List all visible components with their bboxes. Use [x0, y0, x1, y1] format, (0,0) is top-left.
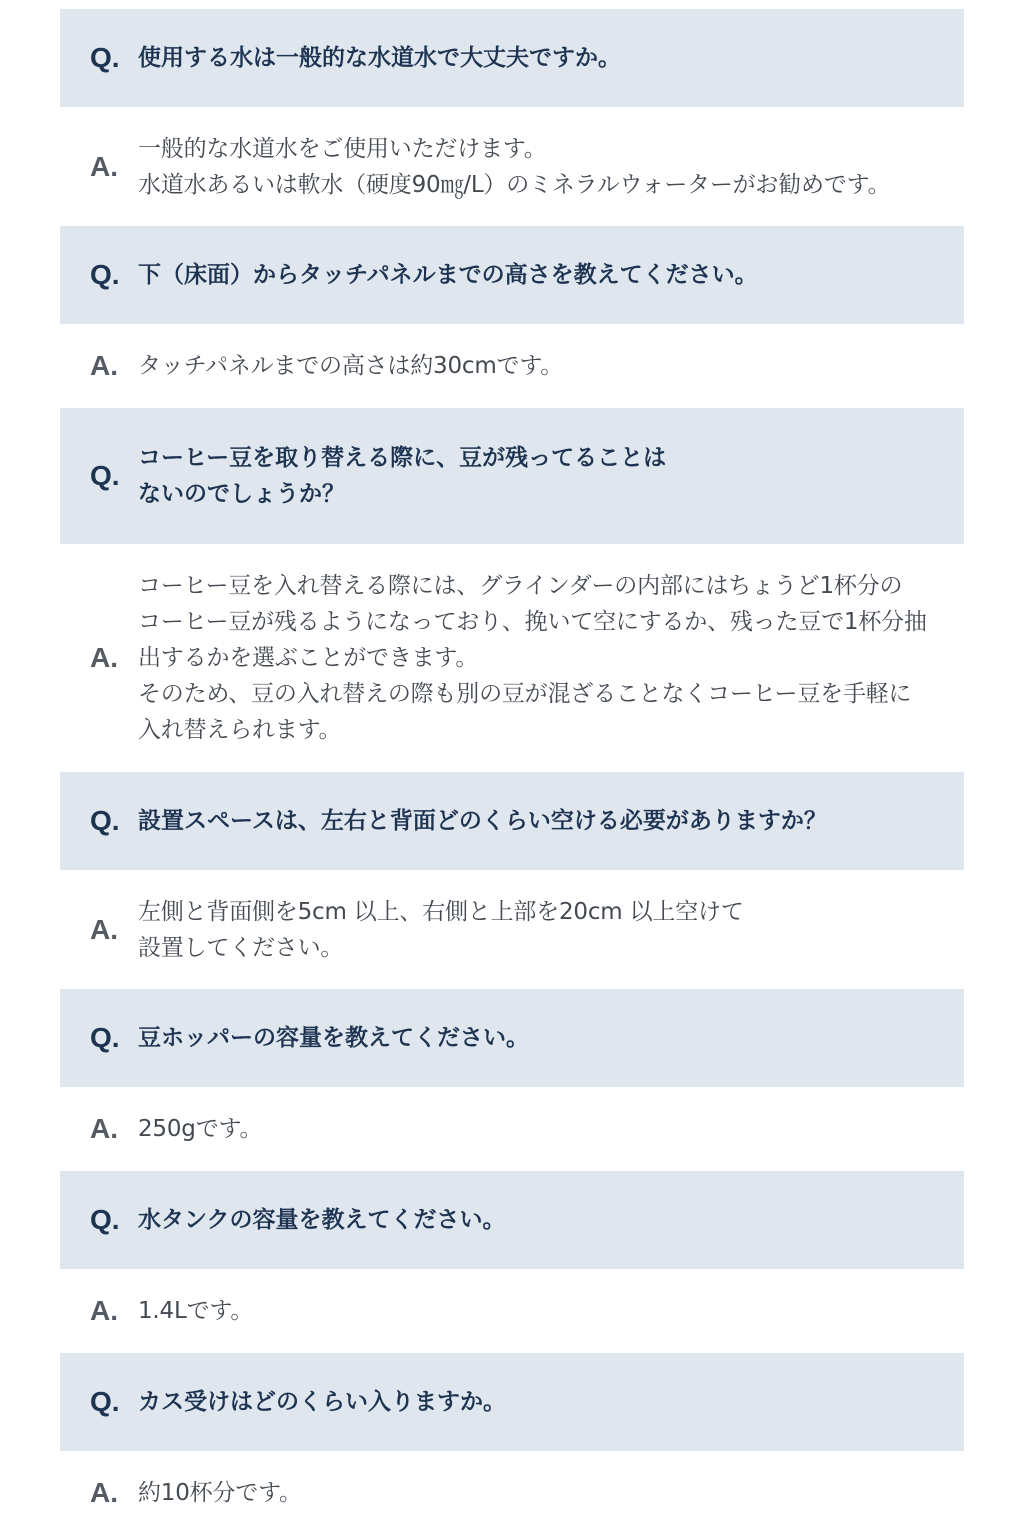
- faq-answer-row: [60, 1087, 964, 1171]
- answer-marker: A.: [90, 350, 118, 381]
- faq-question-row: [60, 772, 964, 870]
- question-marker: Q.: [90, 1022, 120, 1053]
- question-text: 水タンクの容量を教えてください。: [138, 1207, 506, 1233]
- question-text: コーヒー豆を取り替える際に、豆が残ってることは ないのでしょうか？: [138, 445, 667, 507]
- answer-text: コーヒー豆を入れ替える際には、グラインダーの内部にはちょうど1杯分の コーヒー豆が残るようになっており、挽いて空にするか、残った豆で1杯分抽 出するかを選ぶことができます。 そのため、豆の入れ替えの際も別の豆が混ざることなくコーヒー豆を手軽に 入れ替えられます。: [138, 573, 927, 743]
- question-marker: Q.: [90, 1204, 120, 1235]
- faq-answer-row: [60, 1269, 964, 1353]
- answer-text: 一般的な水道水をご使用いただけます。 水道水あるいは軟水（硬度90㎎/L）のミネラルウォーターがお勧めです。: [138, 135, 891, 198]
- faq-answer-row: [60, 870, 964, 989]
- answer-marker: A.: [90, 642, 118, 673]
- faq-answer-row: [60, 1451, 964, 1535]
- faq-answer-row: [60, 544, 964, 772]
- answer-text: 1.4Lです。: [138, 1298, 254, 1324]
- faq-answer-row: [60, 324, 964, 408]
- answer-marker: A.: [90, 1477, 118, 1508]
- faq-list: [60, 9, 964, 1535]
- answer-text: 250gです。: [138, 1116, 263, 1142]
- answer-marker: A.: [90, 913, 118, 945]
- faq-question-row: [60, 1353, 964, 1451]
- question-text: カス受けはどのくらい入りますか。: [138, 1389, 506, 1415]
- question-marker: Q.: [90, 805, 120, 836]
- answer-marker: A.: [90, 1295, 118, 1326]
- question-marker: Q.: [90, 1386, 120, 1417]
- answer-marker: A.: [90, 1113, 118, 1144]
- faq-question-row: [60, 226, 964, 324]
- answer-text: 約10杯分です。: [138, 1480, 302, 1506]
- faq-question-row: [60, 989, 964, 1087]
- faq-answer-row: [60, 107, 964, 226]
- question-marker: Q.: [90, 460, 120, 491]
- faq-question-row: [60, 408, 964, 544]
- answer-text: タッチパネルまでの高さは約30cmです。: [138, 353, 564, 379]
- answer-marker: A.: [90, 150, 118, 182]
- question-text: 設置スペースは、左右と背面どのくらい空ける必要がありますか？: [138, 808, 827, 834]
- answer-text: 左側と背面側を5cm 以上、右側と上部を20cm 以上空けて 設置してください。: [138, 898, 744, 961]
- question-marker: Q.: [90, 42, 120, 73]
- faq-question-row: [60, 1171, 964, 1269]
- question-marker: Q.: [90, 259, 120, 290]
- question-text: 豆ホッパーの容量を教えてください。: [138, 1025, 529, 1051]
- question-text: 使用する水は一般的な水道水で大丈夫ですか。: [138, 45, 621, 71]
- question-text: 下（床面）からタッチパネルまでの高さを教えてください。: [138, 262, 758, 288]
- faq-question-row: [60, 9, 964, 107]
